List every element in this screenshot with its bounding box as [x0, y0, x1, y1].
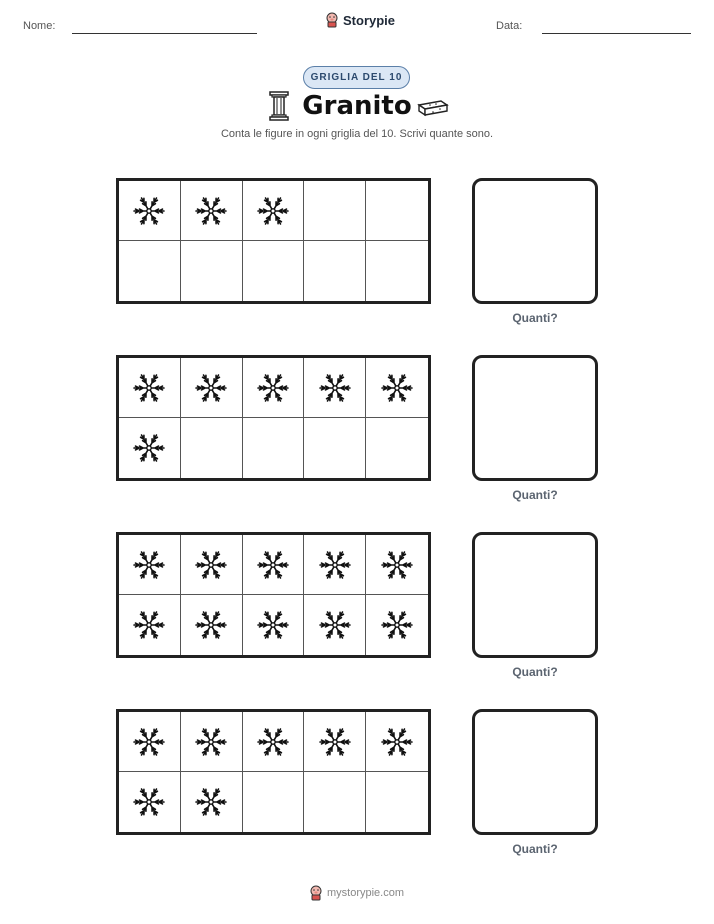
- snowflake-icon: [194, 548, 228, 582]
- ten-frame-cell: [243, 181, 305, 241]
- snowflake-icon: [194, 371, 228, 405]
- ten-frame-cell: [181, 772, 243, 832]
- date-line[interactable]: [542, 33, 691, 34]
- snowflake-icon: [132, 431, 166, 465]
- instructions: Conta le figure in ogni griglia del 10. Scrivi quante sono.: [220, 128, 494, 140]
- answer-label: Quanti?: [512, 311, 558, 325]
- ten-frame-cell: [304, 418, 366, 478]
- ten-frame-cell: [181, 181, 243, 241]
- ten-frame-3: [116, 532, 431, 658]
- footer-url: mystorypie.com: [327, 887, 405, 899]
- ten-frame-cell: [119, 772, 181, 832]
- ten-frame-cell: [119, 358, 181, 418]
- name-line[interactable]: [72, 33, 257, 34]
- snowflake-icon: [132, 548, 166, 582]
- granite-slab-icon: [417, 97, 449, 117]
- ten-frame-cell: [304, 535, 366, 595]
- snowflake-icon: [194, 725, 228, 759]
- ten-frame-cell: [243, 535, 305, 595]
- snowflake-icon: [194, 608, 228, 642]
- ten-frame-cell: [243, 712, 305, 772]
- ten-frame-cell: [304, 181, 366, 241]
- pig-mascot-icon: [309, 885, 323, 901]
- brand-name: Storypie: [343, 12, 396, 28]
- name-label: Nome:: [23, 20, 56, 32]
- ten-frame-cell: [366, 418, 428, 478]
- answer-label: Quanti?: [512, 665, 558, 679]
- ten-frame-cell: [119, 418, 181, 478]
- answer-label: Quanti?: [512, 488, 558, 502]
- snowflake-icon: [318, 608, 352, 642]
- snowflake-icon: [256, 608, 290, 642]
- ten-frame-2: [116, 355, 431, 481]
- snowflake-icon: [318, 725, 352, 759]
- ten-frame-cell: [366, 595, 428, 655]
- ten-frame-cell: [243, 358, 305, 418]
- ten-frame-cell: [304, 358, 366, 418]
- ten-frame-cell: [119, 535, 181, 595]
- snowflake-icon: [132, 194, 166, 228]
- snowflake-icon: [256, 725, 290, 759]
- answer-box-1[interactable]: [472, 178, 598, 304]
- ten-frame-4: [116, 709, 431, 835]
- snowflake-icon: [194, 785, 228, 819]
- ten-frame-cell: [366, 358, 428, 418]
- ten-frame-cell: [366, 241, 428, 301]
- ten-frame-cell: [366, 535, 428, 595]
- snowflake-icon: [380, 725, 414, 759]
- brand-logo: [325, 12, 395, 28]
- ten-frame-cell: [181, 241, 243, 301]
- ten-frame-cell: [181, 535, 243, 595]
- ten-frame-cell: [119, 595, 181, 655]
- ten-frame-cell: [119, 181, 181, 241]
- ten-frame-cell: [304, 595, 366, 655]
- ten-frame-cell: [181, 595, 243, 655]
- ten-frame-cell: [119, 241, 181, 301]
- ten-frame-cell: [366, 181, 428, 241]
- answer-box-4[interactable]: [472, 709, 598, 835]
- ten-frame-cell: [243, 595, 305, 655]
- snowflake-icon: [132, 725, 166, 759]
- snowflake-icon: [318, 548, 352, 582]
- ten-frame-1: [116, 178, 431, 304]
- snowflake-icon: [256, 548, 290, 582]
- answer-box-3[interactable]: [472, 532, 598, 658]
- ten-frame-cell: [243, 418, 305, 478]
- ten-frame-cell: [119, 712, 181, 772]
- ten-frame-cell: [304, 241, 366, 301]
- date-label: Data:: [496, 20, 523, 32]
- ten-frame-cell: [181, 358, 243, 418]
- ten-frame-cell: [304, 772, 366, 832]
- footer: [309, 885, 404, 901]
- snowflake-icon: [132, 371, 166, 405]
- ten-frame-cell: [366, 712, 428, 772]
- snowflake-icon: [318, 371, 352, 405]
- ten-frame-cell: [243, 241, 305, 301]
- ten-frame-cell: [181, 418, 243, 478]
- snowflake-icon: [256, 194, 290, 228]
- ten-frame-cell: [181, 712, 243, 772]
- pig-mascot-icon: [325, 12, 339, 28]
- snowflake-icon: [380, 608, 414, 642]
- snowflake-icon: [380, 548, 414, 582]
- ten-frame-cell: [243, 772, 305, 832]
- snowflake-icon: [194, 194, 228, 228]
- snowflake-icon: [380, 371, 414, 405]
- worksheet-type-badge: GRIGLIA DEL 10: [303, 66, 410, 89]
- ten-frame-cell: [304, 712, 366, 772]
- page-title: Granito: [302, 91, 412, 121]
- ten-frame-cell: [366, 772, 428, 832]
- snowflake-icon: [256, 371, 290, 405]
- snowflake-icon: [132, 608, 166, 642]
- snowflake-icon: [132, 785, 166, 819]
- answer-label: Quanti?: [512, 842, 558, 856]
- answer-box-2[interactable]: [472, 355, 598, 481]
